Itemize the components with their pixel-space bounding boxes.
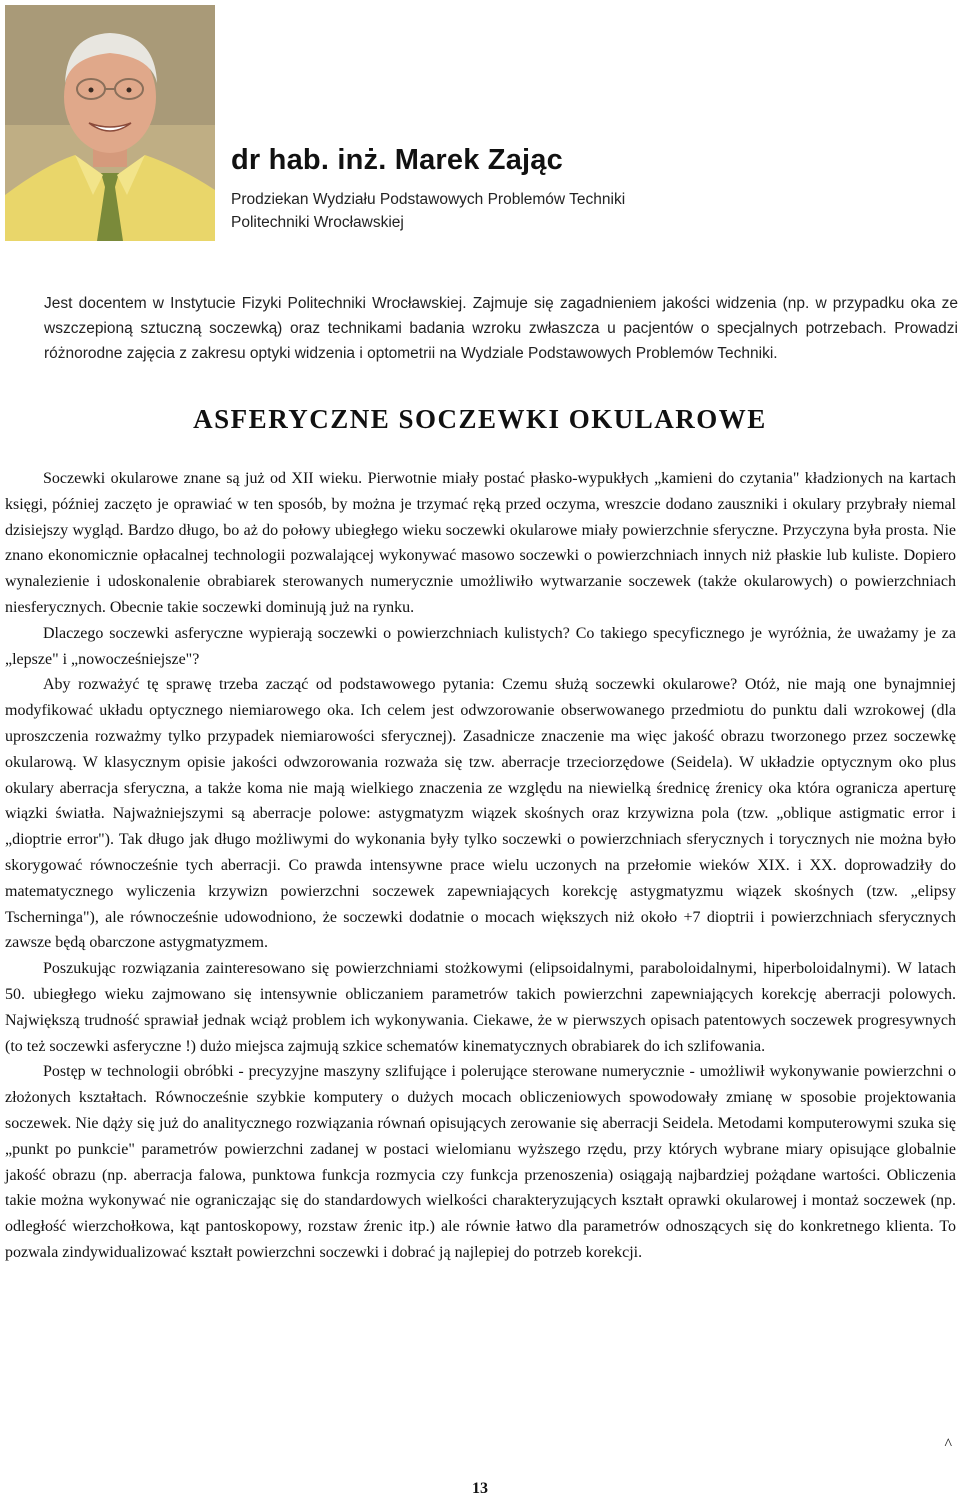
author-bio: Jest docentem w Instytucie Fizyki Politechniki Wrocławskiej. Zajmuje się zagadnieniem jakości widzenia (np. w przypadku oka ze wszczepioną sztuczną soczewką) oraz technikami badania wzroku zwłaszcza u pacjentów o specjalnych potrzebach. Prowadzi różnorodne zajęcia z zakresu optyki widzenia i optometrii na Wydziale Podstawowych Problemów Techniki. [44,295,958,362]
article-paragraph-4: Poszukując rozwiązania zainteresowano się powierzchniami stożkowymi (elipsoidalnymi, paraboloidalnymi, hiperboloidalnymi). W latach 50. ubiegłego wieku zajmowano się intensywnie obliczaniem parametrów takich powierzchni zapewniających korekcję aberracji polowych. Największą trudność sprawiał jednak wciąż problem ich wykonywania. Ciekawe, że w pierwszych opisach patentowych soczewek progresywnych (to też soczewki asferyczne !) dużo miejsca zajmują szkice schematów kinematycznych obrabiarek do ich szlifowania. [5,960,956,1055]
page-number: 13 [472,1480,488,1497]
article-paragraph-5: Postęp w technologii obróbki - precyzyjne maszyny szlifujące i polerujące sterowane numerycznie - umożliwił wykonywanie powierzchni o złożonych kształtach. Równocześnie szybkie komputery o dużych mocach obliczeniowych spowodowały zmianę w sposobie projektowania soczewek. Nie dąży się już do analitycznego rozwiązania równań opisujących zerowanie się aberracji Seidela. Metodami komputerowymi szuka się „punkt po punkcie" parametrów powierzchni zadanej w postaci wielomianu wyższego rzędu, przy których wybrane miary opisujące globalnie jakość obrazu (np. aberracja falowa, punktowa funkcja rozmycia czy funkcja przenoszenia) osiągają najbardziej pożądane wartości. Obliczenia takie można wykonywać nie ograniczając się do standardowych wielkości charakteryzujących kształt oprawki okularowej i montaż soczewek (np. odległość wierzchołkowa, kąt pantoskopowy, rozstaw źrenic itp.) ale równie łatwo dla parametrów odnoszących się do konkretnego klienta. To pozwala zindywidualizować kształt powierzchni soczewki i dobrać ją najlepiej do potrzeb korekcji. [5,1063,956,1261]
article-body [5,466,956,1266]
article-paragraph-1: Soczewki okularowe znane są już od XII wieku. Pierwotnie miały postać płasko-wypukłych „kamieni do czytania" kładzionych na kartach księgi, później zaczęto je oprawiać w ten sposób, by można je trzymać ręką przed oczyma, wreszcie dodano zauszniki i okulary przybrały niemal dzisiejszy wygląd. Bardzo długo, bo aż do połowy ubiegłego wieku soczewki okularowe miały powierzchnie sferyczne. Przyczyna była prosta. Nie znano ekonomicznie opłacalnej technologii pozwalającej wykonywać masowo soczewki o powierzchniach innych niż płaskie lub kuliste. Dopiero wynalezienie i udoskonalenie obrabiarek sterowanych numerycznie umożliwiło wytwarzanie soczewek (także okularowych) o powierzchniach niesferycznych. Obecnie takie soczewki dominują już na rynku. [5,470,956,616]
author-position-line2: Politechniki Wrocławskiej [231,214,404,231]
trailing-mark: ^ [944,1436,952,1453]
author-name: dr hab. inż. Marek Zając [231,144,563,176]
author-position-line1: Prodziekan Wydziału Podstawowych Problemów Techniki [231,191,626,208]
article-title: ASFERYCZNE SOCZEWKI OKULAROWE [193,404,767,434]
author-position [231,188,625,234]
article-paragraph-3: Aby rozważyć tę sprawę trzeba zacząć od podstawowego pytania: Czemu służą soczewki okularowe? Otóż, nie mają one bynajmniej modyfikować układu optycznego niemiarowego oka. Ich celem jest odwzorowanie obserwowanego przedmiotu do punktu dali wzrokowej (dla uproszczenia rozważmy tylko przypadek niemiarowości sferycznej). Zasadnicze znaczenie ma więc jakość obrazu tworzonego przez soczewkę okularową. W klasycznym opisie jakości odwzorowania rozważa się tzw. aberracje trzeciorzędowe (Seidela). W układzie optycznym oko plus okulary aberracja sferyczna, a także koma nie mają wielkiego znaczenia ze względu na niewielką średnicę źrenicy oka która ogranicza aperturę wiązki światła. Najważniejszymi są aberracje polowe: astygmatyzm wiązek skośnych oraz krzywizna pola (tzw. „oblique astigmatic error i „dioptrie error"). Tak długo jak długo możliwymi do wykonania były tylko soczewki o powierzchniach sferycznych i torycznych nie można było skorygować równocześnie tych aberracji. Co prawda intensywne prace wielu uczonych na przełomie wieków XIX. i XX. doprowadziły do matematycznego wyliczenia krzywizn powierzchni soczewek zapewniających korekcję astygmatyzmu wiązek skośnych (tzw. „elipsy Tscherninga"), ale równocześnie udowodniono, że soczewki dodatnie o mocach większych niż około +7 dioptrii i powierzchniach sferycznych zawsze będą obarczone astygmatyzmem. [5,676,956,952]
author-photo [5,5,215,241]
article-paragraph-2: Dlaczego soczewki asferyczne wypierają soczewki o powierzchniach kulistych? Co takiego specyficznego je wyróżnia, że uważamy je za „lepsze" i „nowocześniejsze"? [5,624,956,668]
portrait-image [5,5,215,241]
